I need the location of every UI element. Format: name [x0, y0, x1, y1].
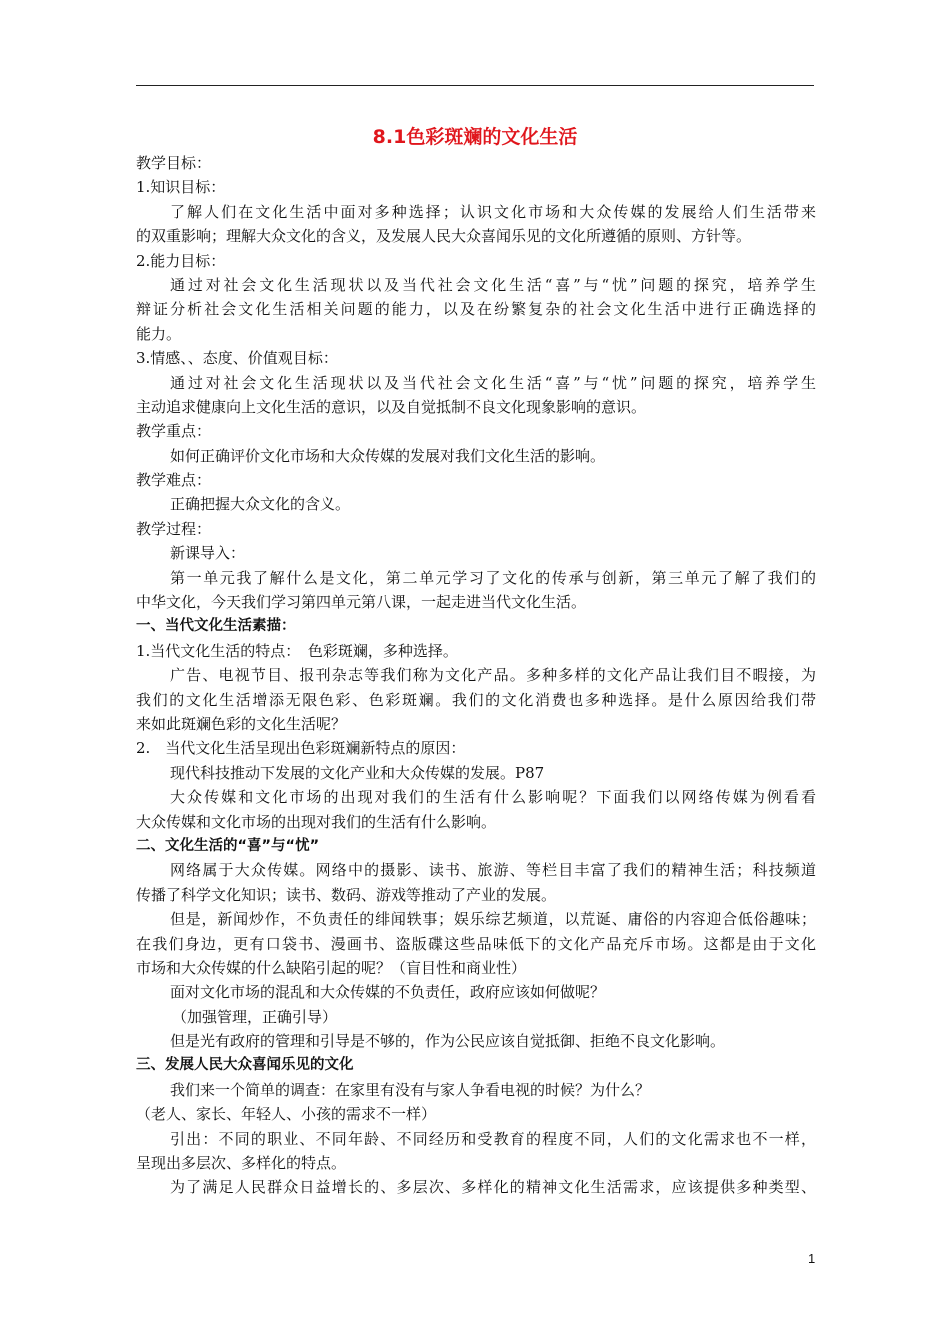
text-line: 2.能力目标：: [136, 251, 226, 270]
page-title: 8.1色彩斑斓的文化生活: [372, 126, 578, 148]
text-line: 在我们身边，更有口袋书、漫画书、盗版碟这些品味低下的文化产品充斥市场。这都是由于文化: [136, 934, 816, 953]
section-heading: 二、文化生活的“喜”与“忧”: [136, 837, 320, 854]
text-line: 我们的文化生活增添无限色彩、色彩斑斓。我们的文化消费也多种选择。是什么原因给我们带: [136, 690, 816, 709]
text-line: 通过对社会文化生活现状以及当代社会文化生活“喜”与“忧”问题的探究，培养学生: [170, 373, 816, 392]
text-line: 大众传媒和文化市场的出现对我们的生活有什么影响呢？下面我们以网络传媒为例看看: [170, 788, 816, 807]
text-line: 第一单元我了解什么是文化，第二单元学习了文化的传承与创新，第三单元了解了我们的: [170, 568, 816, 587]
text-line: 2. 当代文化生活呈现出色彩斑斓新特点的原因：: [136, 739, 466, 758]
text-line: 来如此斑斓色彩的文化生活呢？: [136, 714, 347, 733]
text-line: 通过对社会文化生活现状以及当代社会文化生活“喜”与“忧”问题的探究，培养学生: [170, 275, 816, 294]
text-line: 教学重点：: [136, 422, 212, 441]
text-line: 1.知识目标：: [136, 178, 226, 197]
text-line: 但是光有政府的管理和引导是不够的，作为公民应该自觉抵御、拒绝不良文化影响。: [170, 1032, 726, 1051]
text-line: 了解人们在文化生活中面对多种选择；认识文化市场和大众传媒的发展给人们生活带来: [170, 202, 816, 221]
text-line: 传播了科学文化知识；读书、数码、游戏等推动了产业的发展。: [136, 885, 557, 904]
section-heading: 三、发展人民大众喜闻乐见的文化: [136, 1057, 354, 1074]
text-line: 现代科技推动下发展的文化产业和大众传媒的发展。P87: [170, 763, 545, 782]
text-line: 的双重影响；理解大众文化的含义，及发展人民大众喜闻乐见的文化所遵循的原则、方针等。: [136, 227, 752, 246]
text-line: 市场和大众传媒的什么缺陷引起的呢？（盲目性和商业性）: [136, 958, 527, 977]
text-line: 广告、电视节目、报刊杂志等我们称为文化产品。多种多样的文化产品让我们目不暇接，为: [170, 666, 816, 685]
text-line: 呈现出多层次、多样化的特点。: [136, 1154, 347, 1173]
text-line: 能力。: [136, 324, 182, 343]
section-heading: 一、当代文化生活素描：: [136, 618, 296, 635]
text-line: （老人、家长、年轻人、小孩的需求不一样）: [136, 1105, 437, 1124]
text-line: 正确把握大众文化的含义。: [170, 495, 351, 514]
header-rule: [136, 85, 814, 86]
text-line: 中华文化，今天我们学习第四单元第八课，一起走进当代文化生活。: [136, 593, 587, 612]
text-line: 面对文化市场的混乱和大众传媒的不负责任，政府应该如何做呢？: [170, 983, 606, 1002]
text-line: 教学目标：: [136, 154, 212, 172]
text-line: 新课导入：: [170, 544, 246, 563]
text-line: 为了满足人民群众日益增长的、多层次、多样化的精神文化生活需求，应该提供多种类型、: [170, 1178, 816, 1197]
text-line: 教学难点：: [136, 471, 212, 490]
page-number: 1: [808, 1251, 816, 1266]
text-line: 如何正确评价文化市场和大众传媒的发展对我们文化生活的影响。: [170, 446, 606, 465]
text-line: 主动追求健康向上文化生活的意识，以及自觉抵制不良文化现象影响的意识。: [136, 397, 647, 416]
text-line: 1.当代文化生活的特点： 色彩斑斓，多种选择。: [136, 641, 458, 660]
text-line: 3.情感、、态度、价值观目标：: [136, 349, 338, 368]
document-body: [136, 151, 816, 1200]
text-line: 大众传媒和文化市场的出现对我们的生活有什么影响。: [136, 812, 497, 831]
text-line: 但是，新闻炒作，不负责任的绯闻轶事；娱乐综艺频道，以荒诞、庸俗的内容迎合低俗趣味；: [170, 910, 816, 929]
text-line: 教学过程：: [136, 519, 212, 538]
text-line: （加强管理，正确引导）: [172, 1007, 338, 1026]
text-line: 网络属于大众传媒。网络中的摄影、读书、旅游、等栏目丰富了我们的精神生活；科技频道: [170, 861, 816, 880]
text-line: 我们来一个简单的调查：在家里有没有与家人争看电视的时候？为什么？: [170, 1080, 651, 1099]
text-line: 引出：不同的职业、不同年龄、不同经历和受教育的程度不同，人们的文化需求也不一样，: [170, 1129, 816, 1148]
text-line: 辩证分析社会文化生活相关问题的能力，以及在纷繁复杂的社会文化生活中进行正确选择的: [136, 300, 816, 319]
